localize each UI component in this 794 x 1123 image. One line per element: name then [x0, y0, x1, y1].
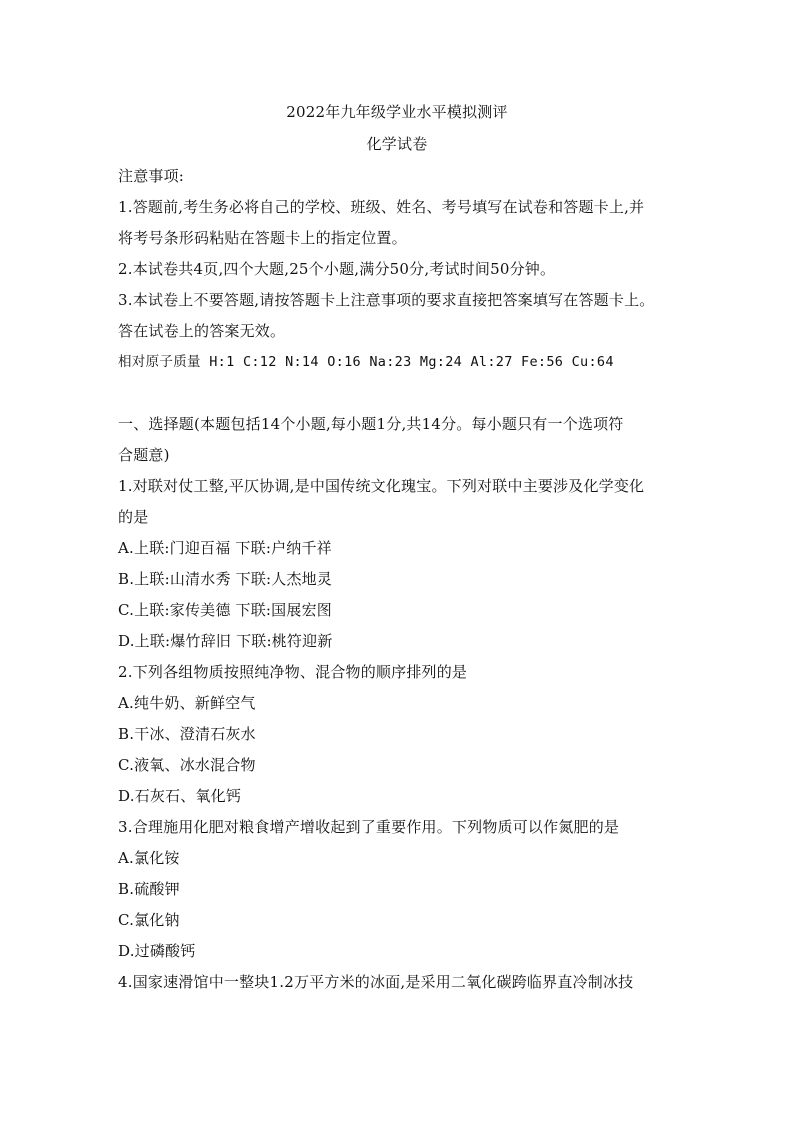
question-3-stem: 3.合理施用化肥对粮食增产增收起到了重要作用。下列物质可以作氮肥的是	[118, 818, 620, 836]
notice-item-3-line-2: 答在试卷上的答案无效。	[118, 322, 286, 340]
question-4-stem-line-1: 4.国家速滑馆中一整块1.2万平方米的冰面,是采用二氧化碳跨临界直冷制冰技	[118, 973, 634, 991]
question-3-option-b: B.硫酸钾	[118, 880, 180, 898]
question-2-option-c: C.液氧、冰水混合物	[118, 756, 256, 774]
question-1-stem-line-2: 的是	[118, 508, 149, 526]
question-3-option-c: C.氯化钠	[118, 911, 180, 929]
question-1-option-d: D.上联:爆竹辞旧 下联:桃符迎新	[118, 632, 333, 650]
question-2-option-d: D.石灰石、氧化钙	[118, 787, 242, 805]
exam-subject: 化学试卷	[366, 135, 428, 153]
section-1-heading-line-1: 一、选择题(本题包括14个小题,每小题1分,共14分。每小题只有一个选项符	[118, 415, 624, 433]
atomic-mass-line: 相对原子质量 H:1 C:12 N:14 O:16 Na:23 Mg:24 Al:27 Fe:56 Cu:64	[118, 354, 614, 370]
question-3-option-d: D.过磷酸钙	[118, 942, 196, 960]
question-1-stem-line-1: 1.对联对仗工整,平仄协调,是中国传统文化瑰宝。下列对联中主要涉及化学变化	[118, 477, 645, 495]
question-3-option-a: A.氯化铵	[118, 849, 180, 867]
question-2-stem: 2.下列各组物质按照纯净物、混合物的顺序排列的是	[118, 663, 468, 681]
notice-item-3-line-1: 3.本试卷上不要答题,请按答题卡上注意事项的要求直接把答案填写在答题卡上。	[118, 291, 655, 309]
notice-item-1-line-2: 将考号条形码粘贴在答题卡上的指定位置。	[118, 229, 407, 247]
notice-item-1-line-1: 1.答题前,考生务必将自己的学校、班级、姓名、考号填写在试卷和答题卡上,并	[118, 198, 645, 216]
notice-item-2: 2.本试卷共4页,四个大题,25个小题,满分50分,考试时间50分钟。	[118, 260, 556, 278]
notice-heading: 注意事项:	[118, 167, 185, 185]
section-1-heading-line-2: 合题意)	[118, 446, 170, 464]
exam-title: 2022年九年级学业水平模拟测评	[286, 103, 508, 121]
question-1-option-c: C.上联:家传美德 下联:国展宏图	[118, 601, 332, 619]
question-2-option-a: A.纯牛奶、新鲜空气	[118, 694, 256, 712]
question-1-option-b: B.上联:山清水秀 下联:人杰地灵	[118, 570, 333, 588]
question-2-option-b: B.干冰、澄清石灰水	[118, 725, 256, 743]
question-1-option-a: A.上联:门迎百福 下联:户纳千祥	[118, 539, 332, 557]
